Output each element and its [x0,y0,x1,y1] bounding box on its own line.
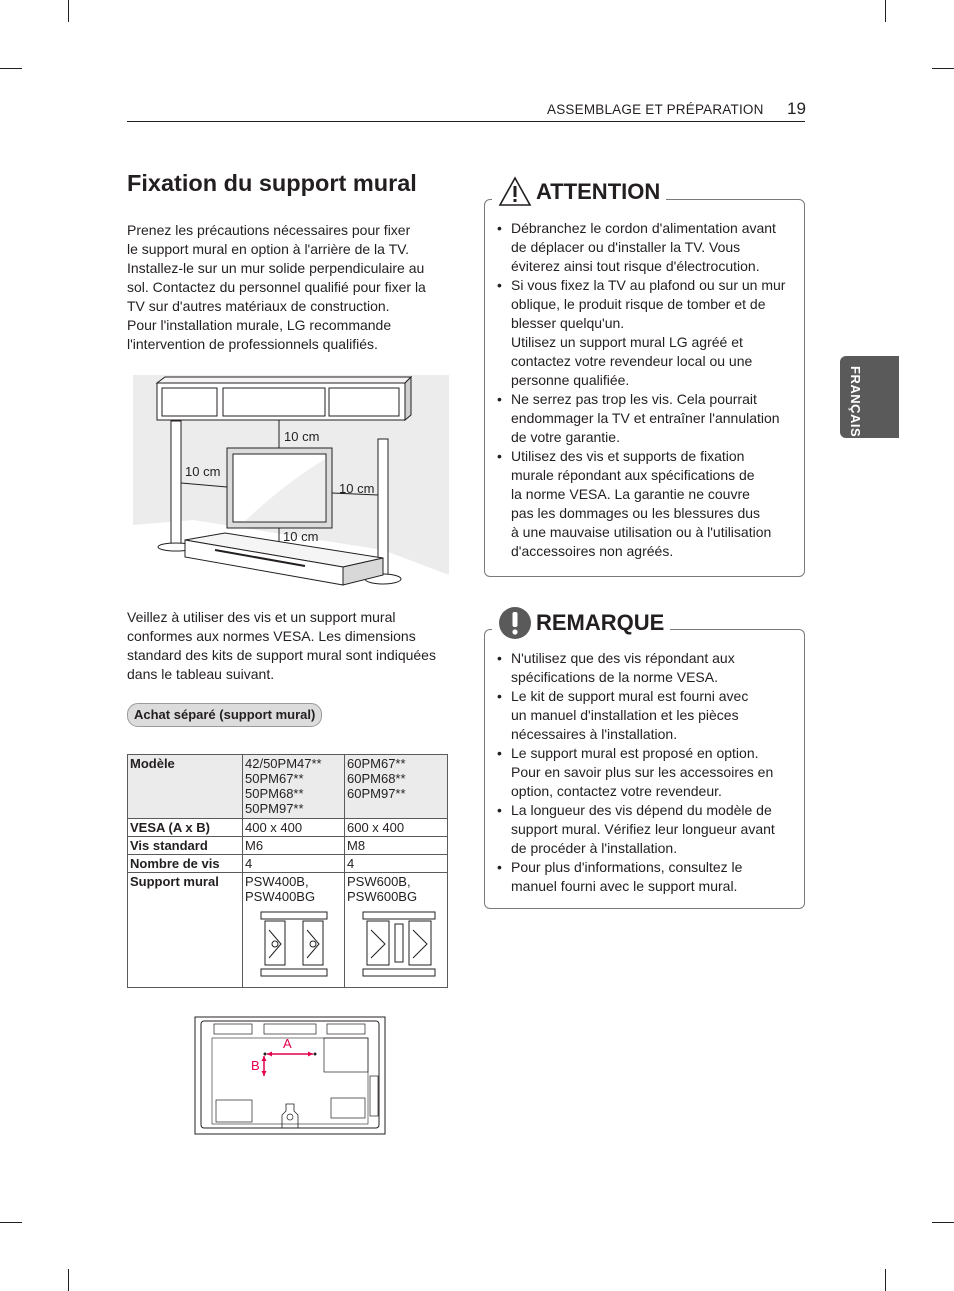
table-row [128,819,448,837]
table-row [128,837,448,855]
header-rule [127,121,805,122]
list-item: • Utilisez des vis et supports de fixation murale répondant aux spécifications de la norme VESA. La garantie ne couvre pas les dommages ou les blessures dus à une mauvaise utilisation ou à l'utilisation d'accessoires non agréés. [485,447,803,561]
purchase-badge: Achat séparé (support mural) [127,703,322,727]
table-row [128,855,448,873]
attention-list [485,219,803,561]
mount-model: PSW600B, PSW600BG [347,874,418,904]
list-item: • Le kit de support mural est fourni avec un manuel d'installation et les pièces nécessaires à l'installation. [485,687,803,744]
table-row [128,755,448,819]
table-cell [243,873,345,988]
dimension-label-a: A [283,1036,292,1051]
table-head-cell: Nombre de vis [128,855,243,873]
crop-mark [885,1269,886,1291]
table-head-cell: VESA (A x B) [128,819,243,837]
list-item: • Si vous fixez la TV au plafond ou sur un mur oblique, le produit risque de tomber et de blesser quelqu'un. Utilisez un support mural LG agréé et contactez votre revendeur local ou une personne qualifiée. [485,276,803,390]
crop-mark [0,68,22,69]
crop-mark [68,0,69,22]
table-cell: M6 [243,837,345,855]
remarque-list [485,649,803,896]
clearance-label-top: 10 cm [284,429,320,444]
crop-mark [932,1222,954,1223]
list-item: • Débranchez le cordon d'alimentation avant de déplacer ou d'installer la TV. Vous éviterez ainsi tout risque d'électrocution. [485,219,803,276]
spec-table [127,754,448,988]
intro-paragraph: Prenez les précautions nécessaires pour fixer le support mural en option à l'arrière de la TV. Installez-le sur un mur solide perpendiculaire au sol. Contactez du personnel qualifié pour fixer la TV sur d'autres matériaux de construction. Pour l'installation murale, LG recommande l'intervention de professionnels qualifiés. [127,222,426,352]
attention-heading [492,176,666,207]
wall-bracket-icon [259,910,329,978]
language-tab [840,356,899,438]
list-item: • N'utilisez que des vis répondant aux spécifications de la norme VESA. [485,649,803,687]
table-head-cell: Modèle [128,755,243,819]
mount-model: PSW400B, PSW400BG [245,874,316,904]
language-tab-label: FRANÇAIS [848,366,863,438]
wall-mount-illustration [133,375,449,591]
crop-mark [0,1222,22,1223]
page-title: Fixation du support mural [127,170,417,196]
dimension-label-b: B [251,1058,260,1073]
table-cell: 600 x 400 [345,819,448,837]
crop-mark [68,1269,69,1291]
attention-title: ATTENTION [536,178,661,204]
tv-back-diagram [194,1016,386,1135]
table-head-cell: Support mural [128,873,243,988]
wall-bracket-icon [361,910,437,978]
crop-mark [885,0,886,22]
vesa-paragraph: Veillez à utiliser des vis et un support mural conformes aux normes VESA. Les dimensions standard des kits de support mural sont indiquées dans le tableau suivant. [127,609,436,682]
clearance-label-left: 10 cm [185,464,221,479]
remarque-title: REMARQUE [536,610,665,635]
list-item: • La longueur des vis dépend du modèle de support mural. Vérifiez leur longueur avant de procéder à l'installation. [485,801,803,858]
table-cell: M8 [345,837,448,855]
page-number: 19 [787,99,806,118]
table-cell: 4 [345,855,448,873]
clearance-label-bottom: 10 cm [283,529,319,544]
exclamation-circle-icon [498,606,532,640]
section-header: ASSEMBLAGE ET PRÉPARATION [547,102,764,117]
table-cell [345,873,448,988]
table-row [128,873,448,988]
table-cell: 400 x 400 [243,819,345,837]
remarque-heading [492,606,670,640]
table-cell: 60PM67** 60PM68** 60PM97** [345,755,448,819]
list-item: • Ne serrez pas trop les vis. Cela pourrait endommager la TV et entraîner l'annulation de votre garantie. [485,390,803,447]
table-cell: 42/50PM47** 50PM67** 50PM68** 50PM97** [243,755,345,819]
crop-mark [932,68,954,69]
table-cell: 4 [243,855,345,873]
clearance-label-right: 10 cm [339,481,375,496]
list-item: • Pour plus d'informations, consultez le manuel fourni avec le support mural. [485,858,803,896]
table-head-cell: Vis standard [128,837,243,855]
warning-triangle-icon [498,176,532,207]
list-item: • Le support mural est proposé en option. Pour en savoir plus sur les accessoires en option, contactez votre revendeur. [485,744,803,801]
